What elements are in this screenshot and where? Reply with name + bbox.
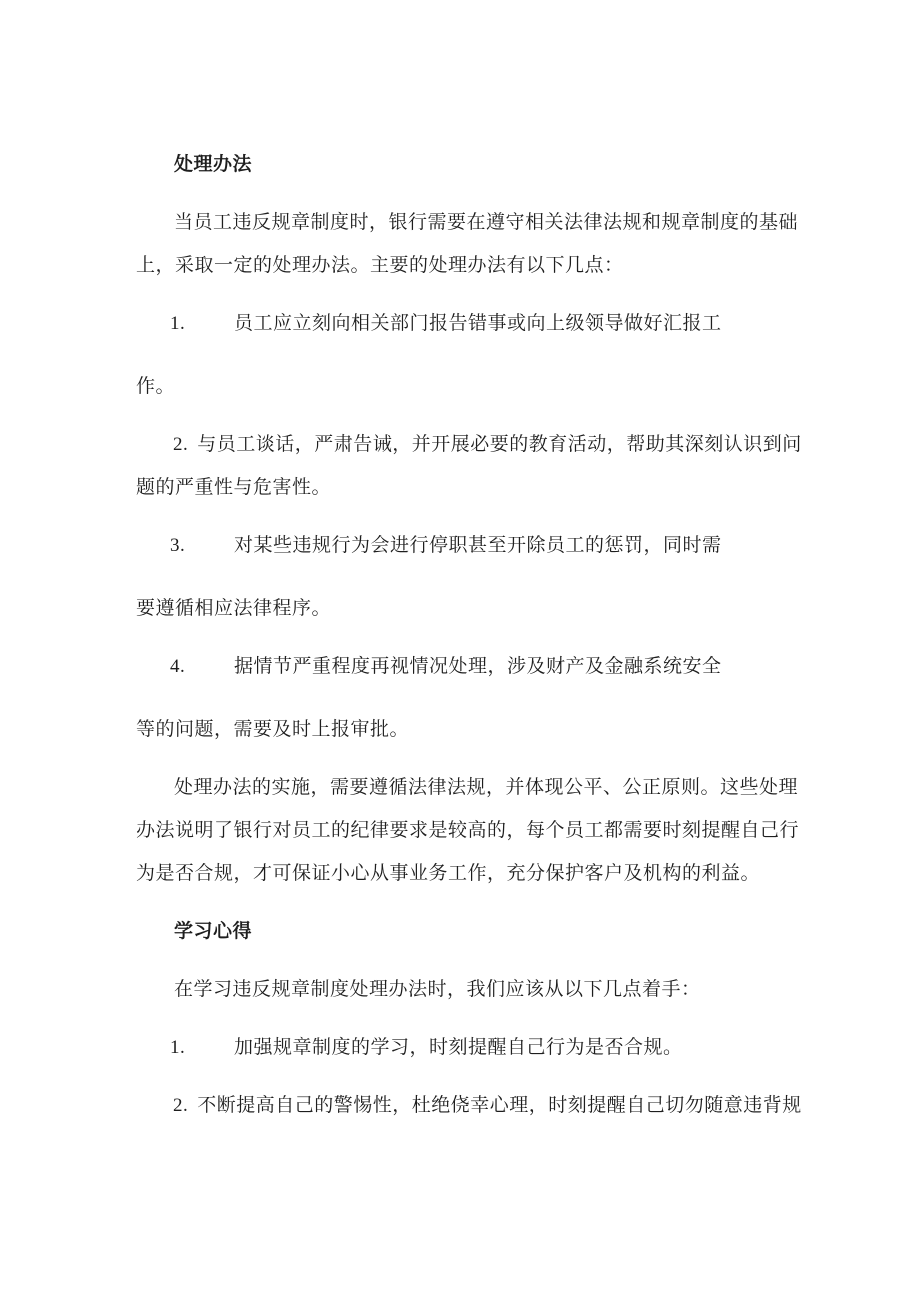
list-item-text: 与员工谈话，严肃告诫，并开展必要的教育活动，帮助其深刻认识到问 <box>197 434 802 455</box>
list-number: 1. <box>170 313 186 334</box>
list-number: 2. <box>173 1095 189 1116</box>
text-line: 当员工违反规章制度时，银行需要在遵守相关法律法规和规章制度的基础 <box>174 212 799 233</box>
handling-list-item-1 <box>136 310 786 401</box>
list-item-text: 对某些违规行为会进行停职甚至开除员工的惩罚，同时需 <box>234 535 722 556</box>
list-item-text: 不断提高自己的警惕性，杜绝侥幸心理，时刻提醒自己切勿随意违背规 <box>197 1095 802 1116</box>
heading-text: 学习心得 <box>174 921 253 942</box>
handling-list-item-4 <box>136 653 786 744</box>
text-line <box>136 1092 802 1120</box>
intro-paragraph <box>136 209 799 280</box>
text-line <box>136 1034 786 1062</box>
list-number: 4. <box>170 656 186 677</box>
section-heading-learning-experience <box>136 918 786 946</box>
text-line <box>136 310 786 338</box>
text-line: 处理办法的实施，需要遵循法律法规，并体现公平、公正原则。这些处理 <box>174 777 799 798</box>
learning-list-item-1 <box>136 1034 786 1062</box>
handling-list-item-3 <box>136 532 786 623</box>
list-number: 1. <box>170 1037 186 1058</box>
implementation-paragraph <box>136 774 800 888</box>
list-item-text: 据情节严重程度再视情况处理，涉及财产及金融系统安全 <box>234 656 722 677</box>
text-line: 上，采取一定的处理办法。主要的处理办法有以下几点： <box>136 255 624 276</box>
text-line: 等的问题，需要及时上报审批。 <box>136 719 410 740</box>
learning-list-item-2 <box>136 1092 802 1120</box>
handling-list-item-2 <box>136 431 802 502</box>
list-number: 3. <box>170 535 186 556</box>
text-line: 为是否合规，才可保证小心从事业务工作，充分保护客户及机构的利益。 <box>136 863 761 884</box>
text-line <box>136 532 786 560</box>
text-line <box>136 431 802 459</box>
text-line: 要遵循相应法律程序。 <box>136 598 332 619</box>
list-item-text: 加强规章制度的学习，时刻提醒自己行为是否合规。 <box>234 1037 683 1058</box>
text-line: 办法说明了银行对员工的纪律要求是较高的，每个员工都需要时刻提醒自己行 <box>136 820 800 841</box>
section-heading-handling-methods <box>136 151 786 179</box>
text-line <box>136 653 786 681</box>
text-line: 题的严重性与危害性。 <box>136 477 332 498</box>
list-number: 2. <box>173 434 189 455</box>
list-item-text: 员工应立刻向相关部门报告错事或向上级领导做好汇报工 <box>234 313 722 334</box>
heading-text: 处理办法 <box>174 154 253 175</box>
learning-intro-paragraph <box>136 976 786 1004</box>
text-line: 作。 <box>136 376 176 397</box>
text-line: 在学习违反规章制度处理办法时，我们应该从以下几点着手： <box>174 979 701 1000</box>
